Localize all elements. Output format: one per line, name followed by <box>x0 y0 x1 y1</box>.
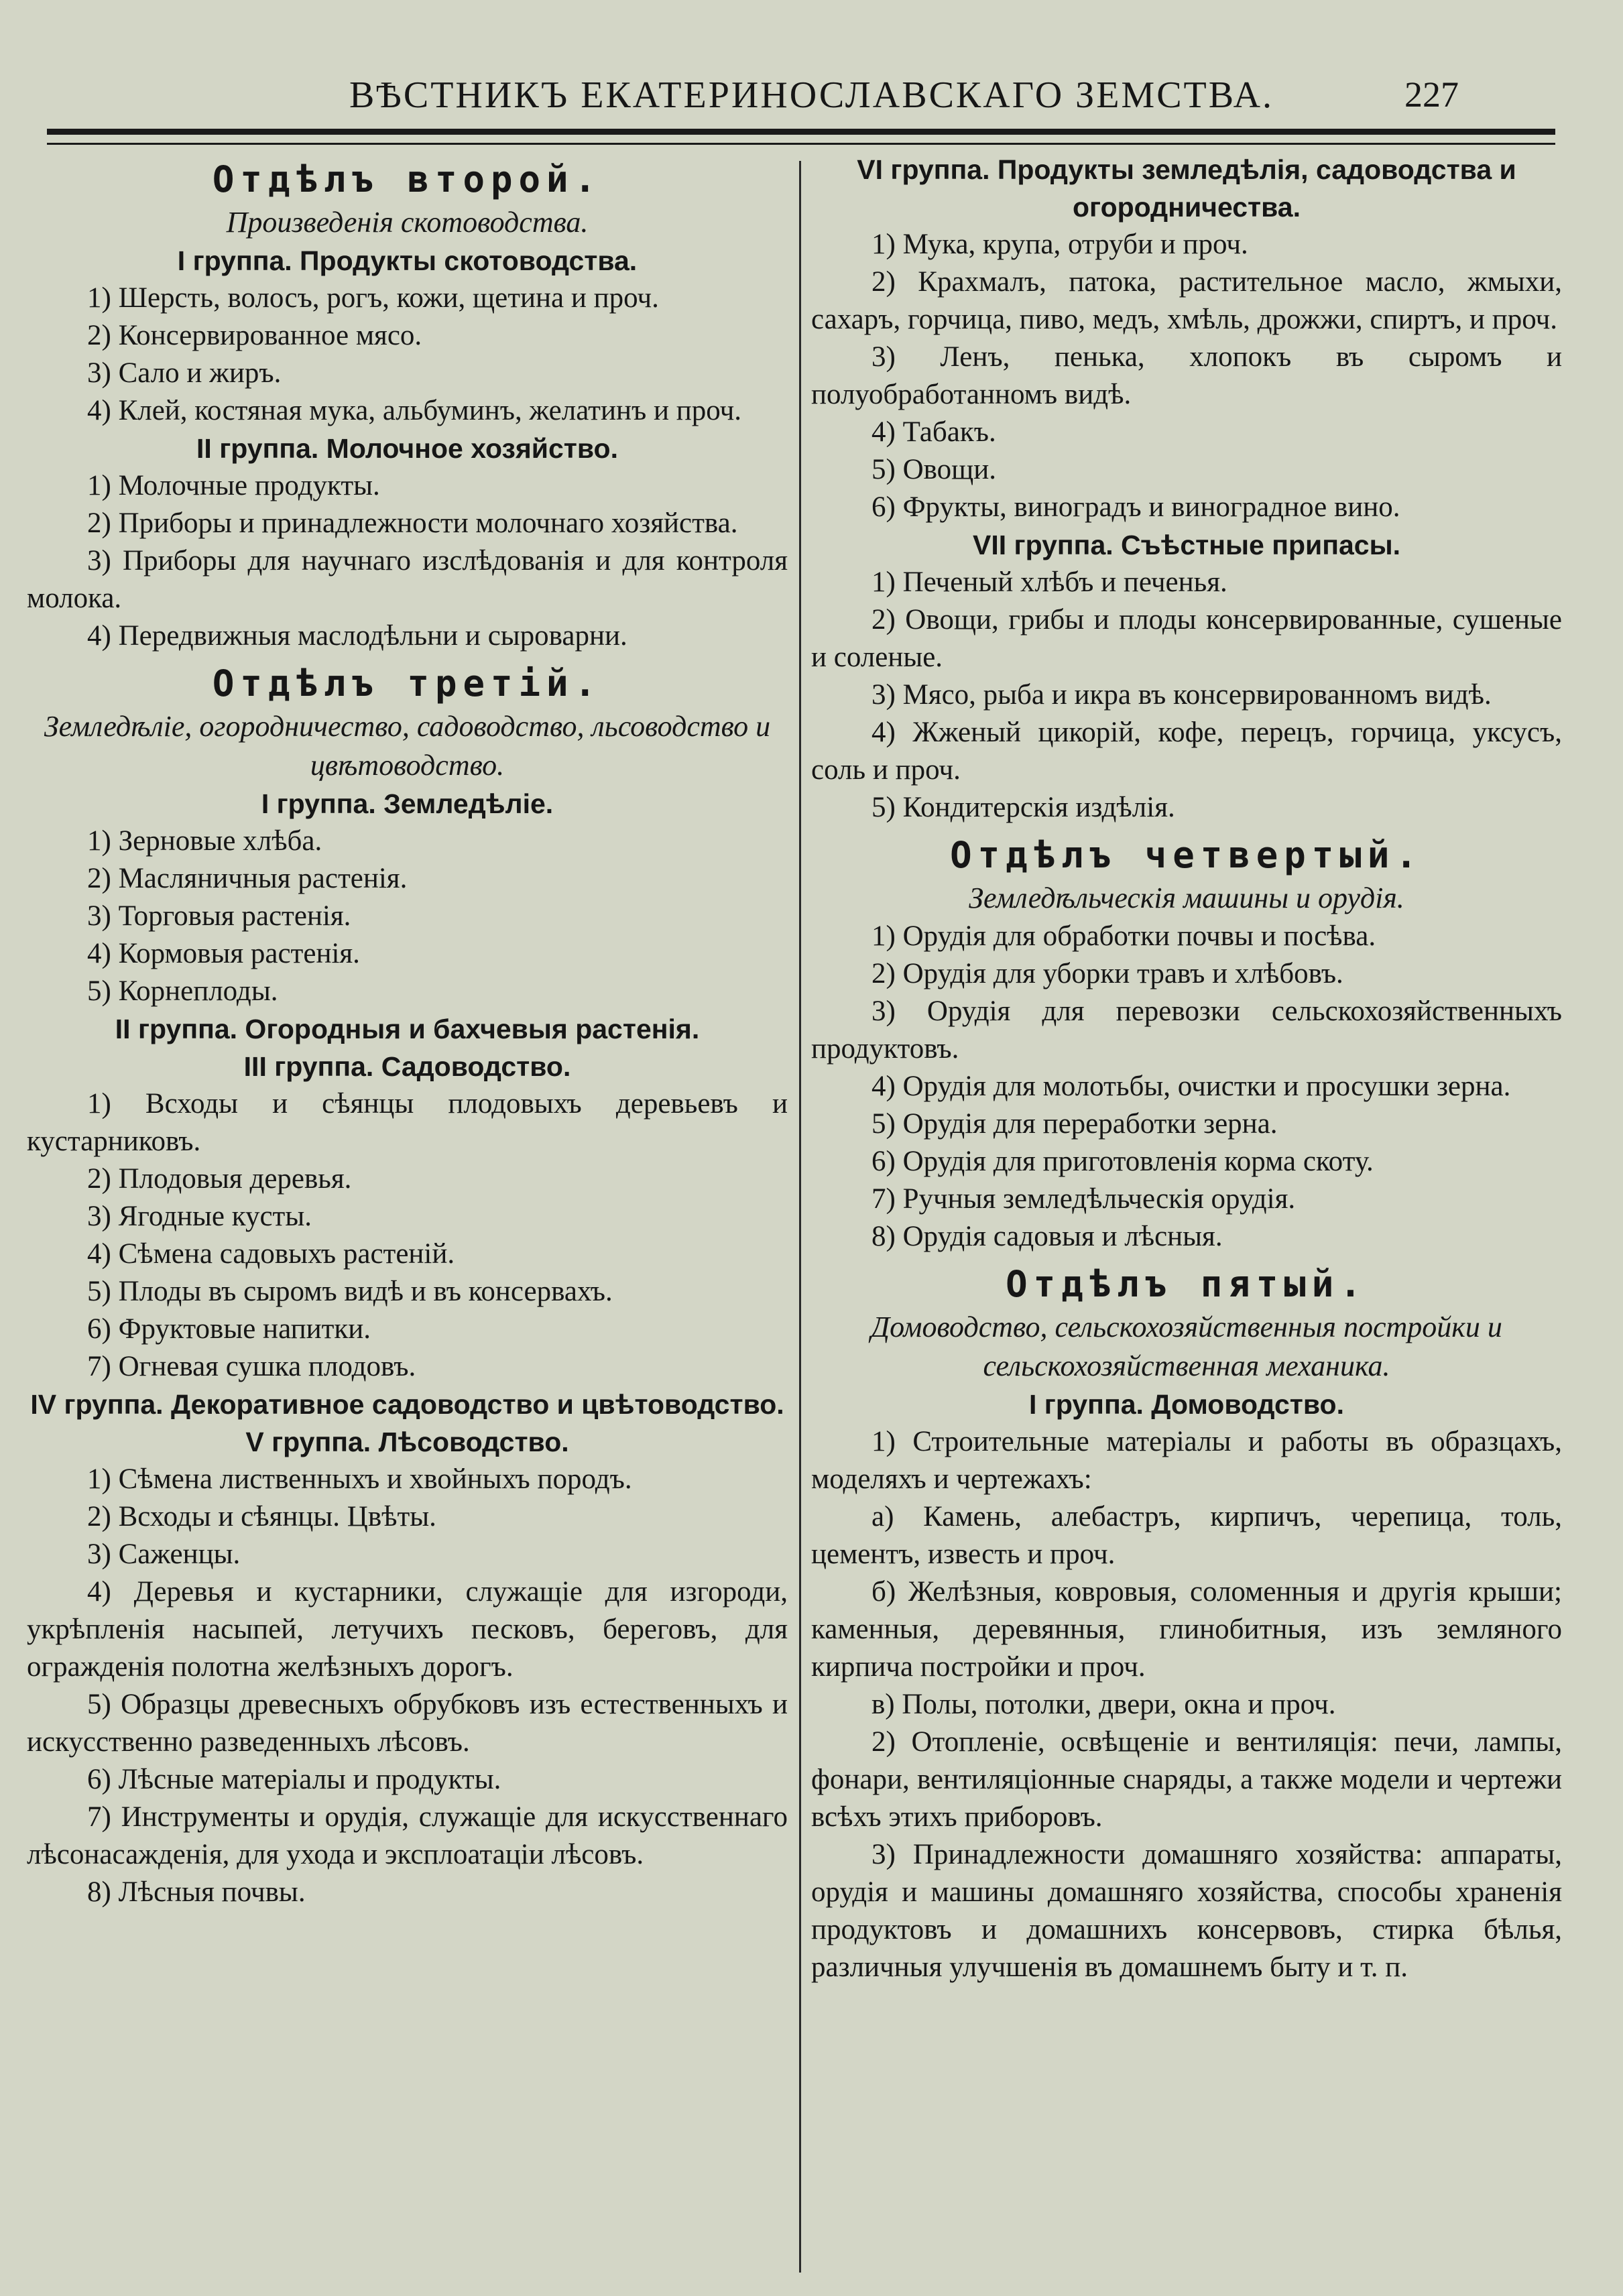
group-heading: I группа. Земледѣліе. <box>261 788 554 819</box>
list-item: 7) Инструменты и орудія, служащіе для искусственнаго лѣсонасажденія, для ухода и эксплоатаціи лѣсовъ. <box>27 1801 788 1870</box>
group-heading: II группа. Молочное хозяйство. <box>196 433 618 464</box>
list-item: 5) Кондитерскія издѣлія. <box>871 792 1175 823</box>
list-item: 1) Строительные матеріалы и работы въ образцахъ, моделяхъ и чертежахъ: <box>811 1426 1562 1495</box>
list-item: 1) Печеный хлѣбъ и печенья. <box>871 566 1227 598</box>
list-item: 6) Фруктовые напитки. <box>87 1313 371 1345</box>
list-item: 4) Клей, костяная мука, альбуминъ, желатинъ и проч. <box>87 395 742 426</box>
list-item: 4) Передвижныя маслодѣльни и сыроварни. <box>87 620 627 652</box>
list-item: 3) Ягодные кусты. <box>87 1201 312 1232</box>
group-heading: V группа. Лѣсоводство. <box>245 1427 569 1457</box>
list-item: 1) Всходы и сѣянцы плодовыхъ деревьевъ и кустарниковъ. <box>27 1088 788 1157</box>
group-heading: IV группа. Декоративное садоводство и цвѣтоводство. <box>30 1389 784 1420</box>
list-item: 3) Принадлежности домашняго хозяйства: аппараты, орудія и машины домашняго хозяйства, способы храненія продуктовъ и домашнихъ консервовъ, стирка бѣлья, различныя улучшенія въ домашнемъ быту и т. п. <box>811 1839 1562 1983</box>
list-item: 5) Корнеплоды. <box>87 975 278 1007</box>
section-heading: Отдѣлъ третій. <box>212 662 603 705</box>
section-heading: Отдѣлъ второй. <box>212 158 603 200</box>
list-item: 1) Сѣмена лиственныхъ и хвойныхъ породъ. <box>87 1463 632 1495</box>
group-heading: I группа. Домоводство. <box>1029 1389 1344 1420</box>
group-heading: VII группа. Съѣстные припасы. <box>973 530 1400 560</box>
section-heading: Отдѣлъ четвертый. <box>950 834 1423 876</box>
group-heading: VI группа. Продукты земледѣлія, садоводства и огородничества. <box>857 154 1516 223</box>
list-item: 4) Деревья и кустарники, служащіе для изгороди, укрѣпленія насыпей, летучихъ песковъ, береговъ, для огражденія полотна желѣзныхъ дорогъ. <box>27 1576 788 1683</box>
list-item: 1) Зерновые хлѣба. <box>87 825 322 857</box>
header-rule <box>47 129 1555 145</box>
list-item: б) Желѣзныя, ковровыя, соломенныя и другія крыши; каменныя, деревянныя, глинобитныя, изъ земляного кирпича постройки и проч. <box>811 1576 1562 1683</box>
list-item: 7) Огневая сушка плодовъ. <box>87 1351 416 1382</box>
list-item: 4) Орудія для молотьбы, очистки и просушки зерна. <box>871 1071 1511 1102</box>
right-column <box>811 151 1562 1986</box>
list-item: 2) Масляничныя растенія. <box>87 863 408 894</box>
list-item: 4) Табакъ. <box>871 416 996 448</box>
list-item: 3) Саженцы. <box>87 1538 241 1570</box>
list-item: 2) Крахмалъ, патока, растительное масло, жмыхи, сахаръ, горчица, пиво, медъ, хмѣль, дрожжи, спиртъ, и проч. <box>811 266 1562 335</box>
list-item: 2) Консервированное мясо. <box>87 320 422 351</box>
list-item: 6) Лѣсные матеріалы и продукты. <box>87 1764 501 1795</box>
list-item: 3) Ленъ, пенька, хлопокъ въ сыромъ и полуобработанномъ видѣ. <box>811 341 1562 410</box>
list-item: 2) Орудія для уборки травъ и хлѣбовъ. <box>871 958 1343 989</box>
list-item: 2) Плодовыя деревья. <box>87 1163 352 1195</box>
list-item: 2) Отопленіе, освѣщеніе и вентиляція: печи, лампы, фонари, вентиляціонные снаряды, а также модели и чертежи всѣхъ этихъ приборовъ. <box>811 1726 1562 1833</box>
list-item: 3) Орудія для перевозки сельскохозяйственныхъ продуктовъ. <box>811 995 1562 1065</box>
running-header <box>47 60 1576 127</box>
section-subtitle: Земледѣліе, огородничество, садоводство, льсоводство и цвѣтоводство. <box>44 710 771 782</box>
group-heading: III группа. Садоводство. <box>243 1051 571 1082</box>
list-item: 4) Сѣмена садовыхъ растеній. <box>87 1238 455 1270</box>
list-item: 4) Жженый цикорій, кофе, перецъ, горчица, уксусъ, соль и проч. <box>811 717 1562 786</box>
group-heading: II группа. Огородныя и бахчевыя растенія. <box>115 1014 700 1044</box>
list-item: 2) Всходы и сѣянцы. Цвѣты. <box>87 1501 436 1532</box>
list-item: 8) Орудія садовыя и лѣсныя. <box>871 1221 1223 1252</box>
list-item: 1) Молочные продукты. <box>87 470 380 501</box>
list-item: 2) Овощи, грибы и плоды консервированные, сушеные и соленые. <box>811 604 1562 673</box>
list-item: 2) Приборы и принадлежности молочнаго хозяйства. <box>87 507 738 539</box>
list-item: 3) Приборы для научнаго изслѣдованія и для контроля молока. <box>27 545 788 614</box>
list-item: а) Камень, алебастръ, кирпичъ, черепица, толь, цементъ, известь и проч. <box>811 1501 1562 1570</box>
list-item: 3) Сало и жиръ. <box>87 357 282 389</box>
left-column <box>27 151 788 1911</box>
journal-title: ВѢСТНИКЪ ЕКАТЕРИНОСЛАВСКАГО ЗЕМСТВА. <box>349 74 1274 116</box>
list-item: 7) Ручныя земледѣльческія орудія. <box>871 1183 1296 1215</box>
list-item: 4) Кормовыя растенія. <box>87 938 360 969</box>
column-separator <box>799 161 801 2273</box>
section-heading: Отдѣлъ пятый. <box>1006 1263 1368 1305</box>
section-subtitle: Домоводство, сельскохозяйственныя постройки и сельскохозяйственная механика. <box>871 1311 1502 1382</box>
list-item: 1) Шерсть, волосъ, рогъ, кожи, щетина и проч. <box>87 282 659 314</box>
list-item: 5) Образцы древесныхъ обрубковъ изъ естественныхъ и искусственно разведенныхъ лѣсовъ. <box>27 1689 788 1758</box>
list-item: 3) Мясо, рыба и икра въ консервированномъ видѣ. <box>871 679 1492 711</box>
list-item: 1) Мука, крупа, отруби и проч. <box>871 229 1248 260</box>
page-number: 227 <box>1404 74 1459 115</box>
list-item: 6) Фрукты, виноградъ и виноградное вино. <box>871 491 1400 523</box>
list-item: 5) Плоды въ сыромъ видѣ и въ консервахъ. <box>87 1276 613 1307</box>
list-item: в) Полы, потолки, двери, окна и проч. <box>871 1689 1336 1720</box>
section-subtitle: Земледѣльческія машины и орудія. <box>969 882 1404 914</box>
list-item: 1) Орудія для обработки почвы и посѣва. <box>871 920 1376 952</box>
list-item: 8) Лѣсныя почвы. <box>87 1876 306 1908</box>
section-subtitle: Произведенія скотоводства. <box>226 206 589 239</box>
list-item: 6) Орудія для приготовленія корма скоту. <box>871 1146 1374 1177</box>
list-item: 5) Овощи. <box>871 454 997 485</box>
list-item: 3) Торговыя растенія. <box>87 900 351 932</box>
list-item: 5) Орудія для переработки зерна. <box>871 1108 1278 1140</box>
group-heading: I группа. Продукты скотоводства. <box>177 245 638 276</box>
